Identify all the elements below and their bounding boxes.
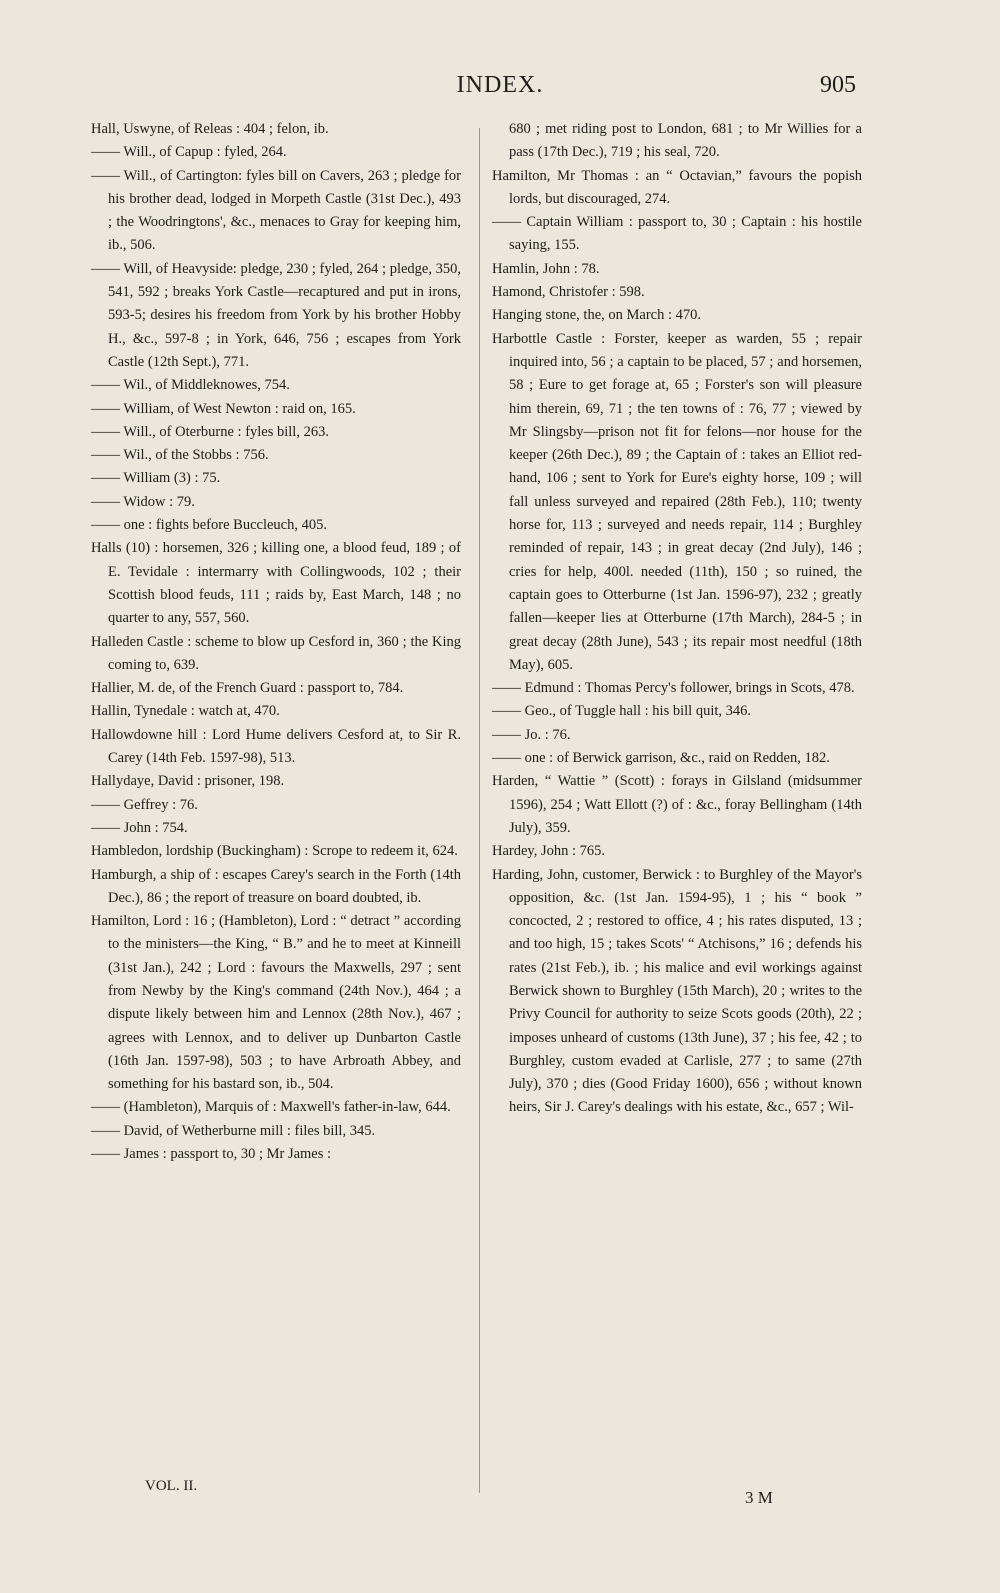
- index-entry: —— James : passport to, 30 ; Mr James :: [91, 1146, 332, 1163]
- index-entry: —— Jo. : 76.: [492, 726, 571, 743]
- index-entry: Halls (10) : horsemen, 326 ; killing one, a blood feud, 189 ; of E. Tevidale : intermarry with Collingwoods, 102 ; their Scottish blood feuds, 111 ; raids by, East March, 148 ; no quarter to any, 557, 560.: [91, 540, 461, 627]
- index-entry: —— (Hambleton), Marquis of : Maxwell's father-in-law, 644.: [91, 1099, 451, 1116]
- page-title: INDEX.: [456, 72, 544, 98]
- index-entry: Hardey, John : 765.: [492, 843, 606, 860]
- index-entry: Hallin, Tynedale : watch at, 470.: [91, 703, 280, 720]
- index-entry: —— William, of West Newton : raid on, 165.: [91, 400, 356, 417]
- index-entry: —— Geffrey : 76.: [91, 796, 198, 813]
- index-entry: Hamilton, Lord : 16 ; (Hambleton), Lord : “ detract ” according to the ministers—the King, “ B.” and he to meet at Kinneill (31st Jan.), 242 ; Lord : favours the Maxwells, 297 ; sent from Newby by the King's command (24th Nov.), 464 ; a dispute likely between him and Lennox (28th Nov.), 467 ; agrees with Lennox, and to deliver up Dunbarton Castle (16th Jan. 1597-98), 503 ; to have Arbroath Abbey, and something for his bastard son, ib., 504.: [91, 913, 461, 1093]
- index-entry: Hamburgh, a ship of : escapes Carey's search in the Forth (14th Dec.), 86 ; the report of treasure on board doubted, ib.: [91, 866, 461, 906]
- index-column-right: [492, 118, 862, 1120]
- index-entry: Harbottle Castle : Forster, keeper as warden, 55 ; repair inquired into, 56 ; a captain to be placed, 57 ; and horsemen, 58 ; Eure to get forage at, 65 ; Forster's son will pleasure him therein, 69, 71 ; the ten towns of : 76, 77 ; viewed by Mr Slingsby—prison not fit for felons—nor house for the keeper (26th Dec.), 89 ; the Captain of : takes an Elliot red-hand, 106 ; sent to York for Eure's eighty horse, 109 ; will fall unless surveyed and repaired (28th Feb.), 110; twenty horse for, 113 ; surveyed and needs repair, 114 ; Burghley reminded of repair, 143 ; in great decay (2nd July), 146 ; cries for help, 400l. needed (11th), 150 ; so ruined, the captain goes to Otterburne (1st Jan. 1596-97), 232 ; greatly fallen—keeper lies at Otterburne (17th March), 284-5 ; in great decay (28th June), 543 ; its repair most needful (18th May), 605.: [492, 330, 862, 673]
- signature-mark: 3 M: [745, 1488, 773, 1507]
- volume-label: VOL. II.: [145, 1478, 198, 1494]
- index-entry: —— Will., of Cartington: fyles bill on Cavers, 263 ; pledge for his brother dead, lodged in Morpeth Castle (31st Dec.), 493 ; the Woodringtons', &c., menaces to Gray for keeping him, ib., 506.: [91, 167, 461, 254]
- index-entry: —— Wil., of the Stobbs : 756.: [91, 447, 269, 464]
- index-entry: Hamilton, Mr Thomas : an “ Octavian,” favours the popish lords, but discouraged, 274.: [492, 167, 862, 207]
- index-entry: Hall, Uswyne, of Releas : 404 ; felon, ib.: [91, 121, 329, 137]
- index-entry: —— Geo., of Tuggle hall : his bill quit, 346.: [492, 703, 751, 720]
- index-entry: —— David, of Wetherburne mill : files bill, 345.: [91, 1122, 376, 1139]
- index-entry: —— Edmund : Thomas Percy's follower, brings in Scots, 478.: [492, 680, 855, 697]
- index-column-left: [91, 118, 461, 1166]
- index-entry: Harden, “ Wattie ” (Scott) : forays in Gilsland (midsummer 1596), 254 ; Watt Ellott (?) of : &c., foray Bellingham (14th July), 359.: [492, 773, 862, 836]
- index-entry: —— John : 754.: [91, 819, 188, 836]
- index-entry: Hallowdowne hill : Lord Hume delivers Cesford at, to Sir R. Carey (14th Feb. 1597-98), 513.: [91, 726, 461, 767]
- index-entry: Hamond, Christofer : 598.: [492, 284, 645, 301]
- page-number: 905: [820, 72, 856, 98]
- index-entry: —— Captain William : passport to, 30 ; Captain : his hostile saying, 155.: [492, 214, 862, 254]
- index-entry: —— one : fights before Buccleuch, 405.: [91, 517, 327, 534]
- index-entry: —— Will., of Oterburne : fyles bill, 263.: [91, 423, 329, 440]
- index-entry: Hambledon, lordship (Buckingham) : Scrope to redeem it, 624.: [91, 843, 458, 860]
- index-entry: Hallier, M. de, of the French Guard : passport to, 784.: [91, 680, 404, 697]
- index-entry: Halleden Castle : scheme to blow up Cesford in, 360 ; the King coming to, 639.: [91, 633, 461, 673]
- index-entry: Harding, John, customer, Berwick : to Burghley of the Mayor's opposition, &c. (1st Jan. 1594-95), 1 ; his “ book ” concocted, 2 ; restored to office, 4 ; his rates disputed, 13 ; and too high, 15 ; takes Scots' “ Atchisons,” 16 ; defends his rates (21st Feb.), ib. ; his malice and evil workings against Berwick shown to Burghley (15th March), 20 ; writes to the Privy Council for authority to seize Scots goods (20th), 22 ; imposes unheard of customs (13th June), 37 ; his fee, 42 ; to Burghley, custom evaded at Carlisle, 277 ; to same (27th July), 370 ; dies (Good Friday 1600), 656 ; without known heirs, Sir J. Carey's dealings with his estate, &c., 657 ; Wil-: [492, 866, 862, 1116]
- index-entry: Hanging stone, the, on March : 470.: [492, 307, 702, 324]
- index-entry: Hamlin, John : 78.: [492, 260, 600, 277]
- index-entry: —— Widow : 79.: [91, 493, 195, 510]
- index-entry: —— one : of Berwick garrison, &c., raid on Redden, 182.: [492, 750, 830, 767]
- index-entry: —— Will., of Capup : fyled, 264.: [91, 144, 287, 161]
- column-divider: [479, 128, 480, 1493]
- index-entry: —— William (3) : 75.: [91, 470, 221, 487]
- index-entry-continuation: 680 ; met riding post to London, 681 ; to Mr Willies for a pass (17th Dec.), 719 ; his seal, 720.: [509, 121, 862, 161]
- index-entry: Hallydaye, David : prisoner, 198.: [91, 773, 285, 790]
- index-entry: —— Wil., of Middleknowes, 754.: [91, 377, 290, 394]
- index-entry: —— Will, of Heavyside: pledge, 230 ; fyled, 264 ; pledge, 350, 541, 592 ; breaks York Castle—recaptured and put in irons, 593-5; desires his freedom from York by his brother Hobby H., &c., 597-8 ; in York, 646, 756 ; escapes from York Castle (12th Sept.), 771.: [91, 260, 461, 370]
